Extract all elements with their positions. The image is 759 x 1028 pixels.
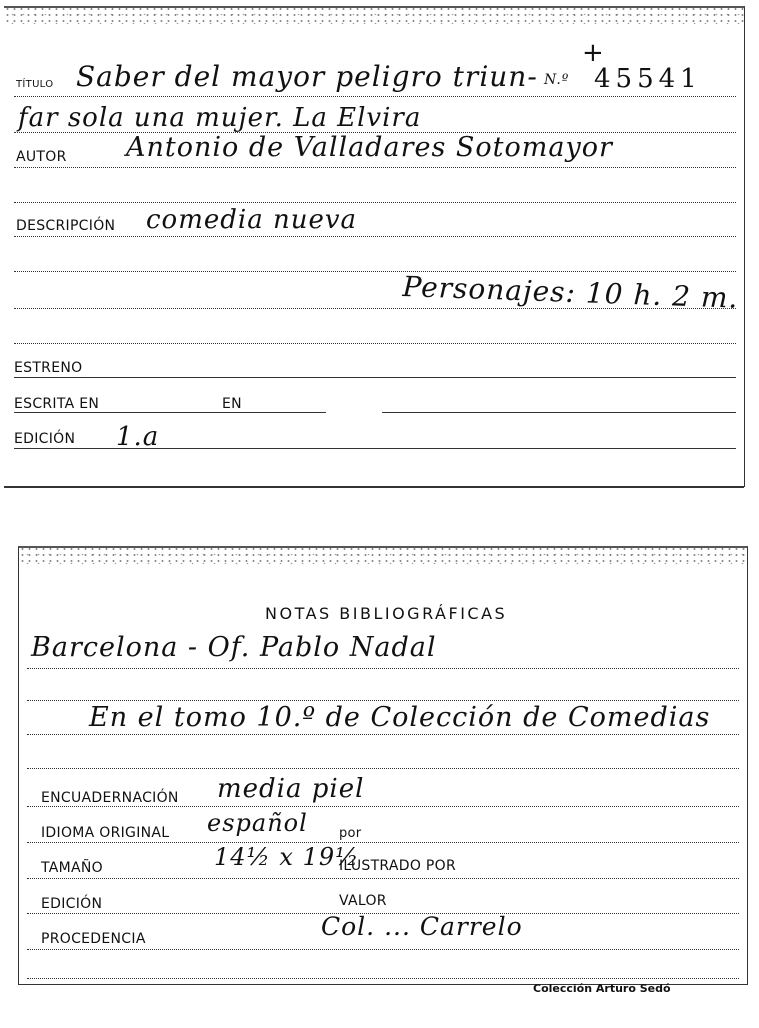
rule-line xyxy=(27,734,739,735)
label-edicion: EDICIÓN xyxy=(14,431,76,447)
label-ilustrado-por: ILUSTRADO POR xyxy=(339,858,456,874)
value-edicion: 1.a xyxy=(116,422,160,452)
label-titulo: TÍTULO xyxy=(16,79,54,90)
catalog-card-front xyxy=(4,6,745,487)
value-descripcion: comedia nueva xyxy=(146,205,358,235)
rule-line xyxy=(27,768,739,769)
value-encuadernacion: media piel xyxy=(217,774,365,804)
label-autor: AUTOR xyxy=(16,149,67,165)
value-procedencia: Col. ... Carrelo xyxy=(321,912,523,941)
rule-line xyxy=(27,949,739,950)
value-numero: 45541 xyxy=(594,64,702,94)
rule-line xyxy=(27,978,739,979)
label-estreno: ESTRENO xyxy=(14,360,83,376)
label-descripcion: DESCRIPCIÓN xyxy=(16,218,116,234)
value-idioma-original: español xyxy=(207,809,308,837)
rule-line xyxy=(14,412,326,413)
label-en: EN xyxy=(222,396,242,412)
label-encuadernacion: ENCUADERNACIÓN xyxy=(41,790,179,806)
label-idioma-original: IDIOMA ORIGINAL xyxy=(41,825,170,841)
rule-line xyxy=(27,878,739,879)
card-edge-texture xyxy=(19,546,747,566)
rule-line xyxy=(14,343,736,344)
rule-line xyxy=(14,202,736,203)
rule-line xyxy=(4,487,744,488)
rule-line xyxy=(27,842,739,843)
rule-line xyxy=(27,668,739,669)
value-tamano: 14½ x 19½ xyxy=(214,843,360,871)
rule-line xyxy=(14,377,736,378)
value-autor: Antonio de Valladares Sotomayor xyxy=(126,132,613,163)
rule-line xyxy=(14,96,736,97)
value-titulo-line1: Saber del mayor peligro triun- xyxy=(76,60,538,93)
rule-line xyxy=(14,271,736,272)
rule-line xyxy=(382,412,736,413)
rule-line xyxy=(27,700,739,701)
label-por: por xyxy=(339,826,362,841)
label-edicion-back: EDICIÓN xyxy=(41,896,103,912)
label-valor: VALOR xyxy=(339,893,387,909)
label-procedencia: PROCEDENCIA xyxy=(41,931,146,947)
label-escrita-en: ESCRITA EN xyxy=(14,396,100,412)
catalog-card-back xyxy=(18,546,748,995)
rule-line xyxy=(14,236,736,237)
rule-line xyxy=(27,806,739,807)
cross-mark: + xyxy=(582,38,604,68)
note-line-1: Barcelona - Of. Pablo Nadal xyxy=(31,632,437,663)
rule-line xyxy=(14,167,736,168)
value-personajes: Personajes: 10 h. 2 m. xyxy=(402,270,739,315)
label-tamano: TAMAÑO xyxy=(41,860,103,876)
note-line-2: En el tomo 10.º de Colección de Comedias xyxy=(89,702,711,733)
value-titulo-line2: far sola una mujer. La Elvira xyxy=(18,103,422,133)
value-numero-label: N.º xyxy=(544,72,570,88)
card-edge-texture xyxy=(4,6,744,26)
collection-footer: Colección Arturo Sedó xyxy=(533,982,671,995)
notas-bibliograficas-heading: NOTAS BIBLIOGRÁFICAS xyxy=(265,604,508,623)
